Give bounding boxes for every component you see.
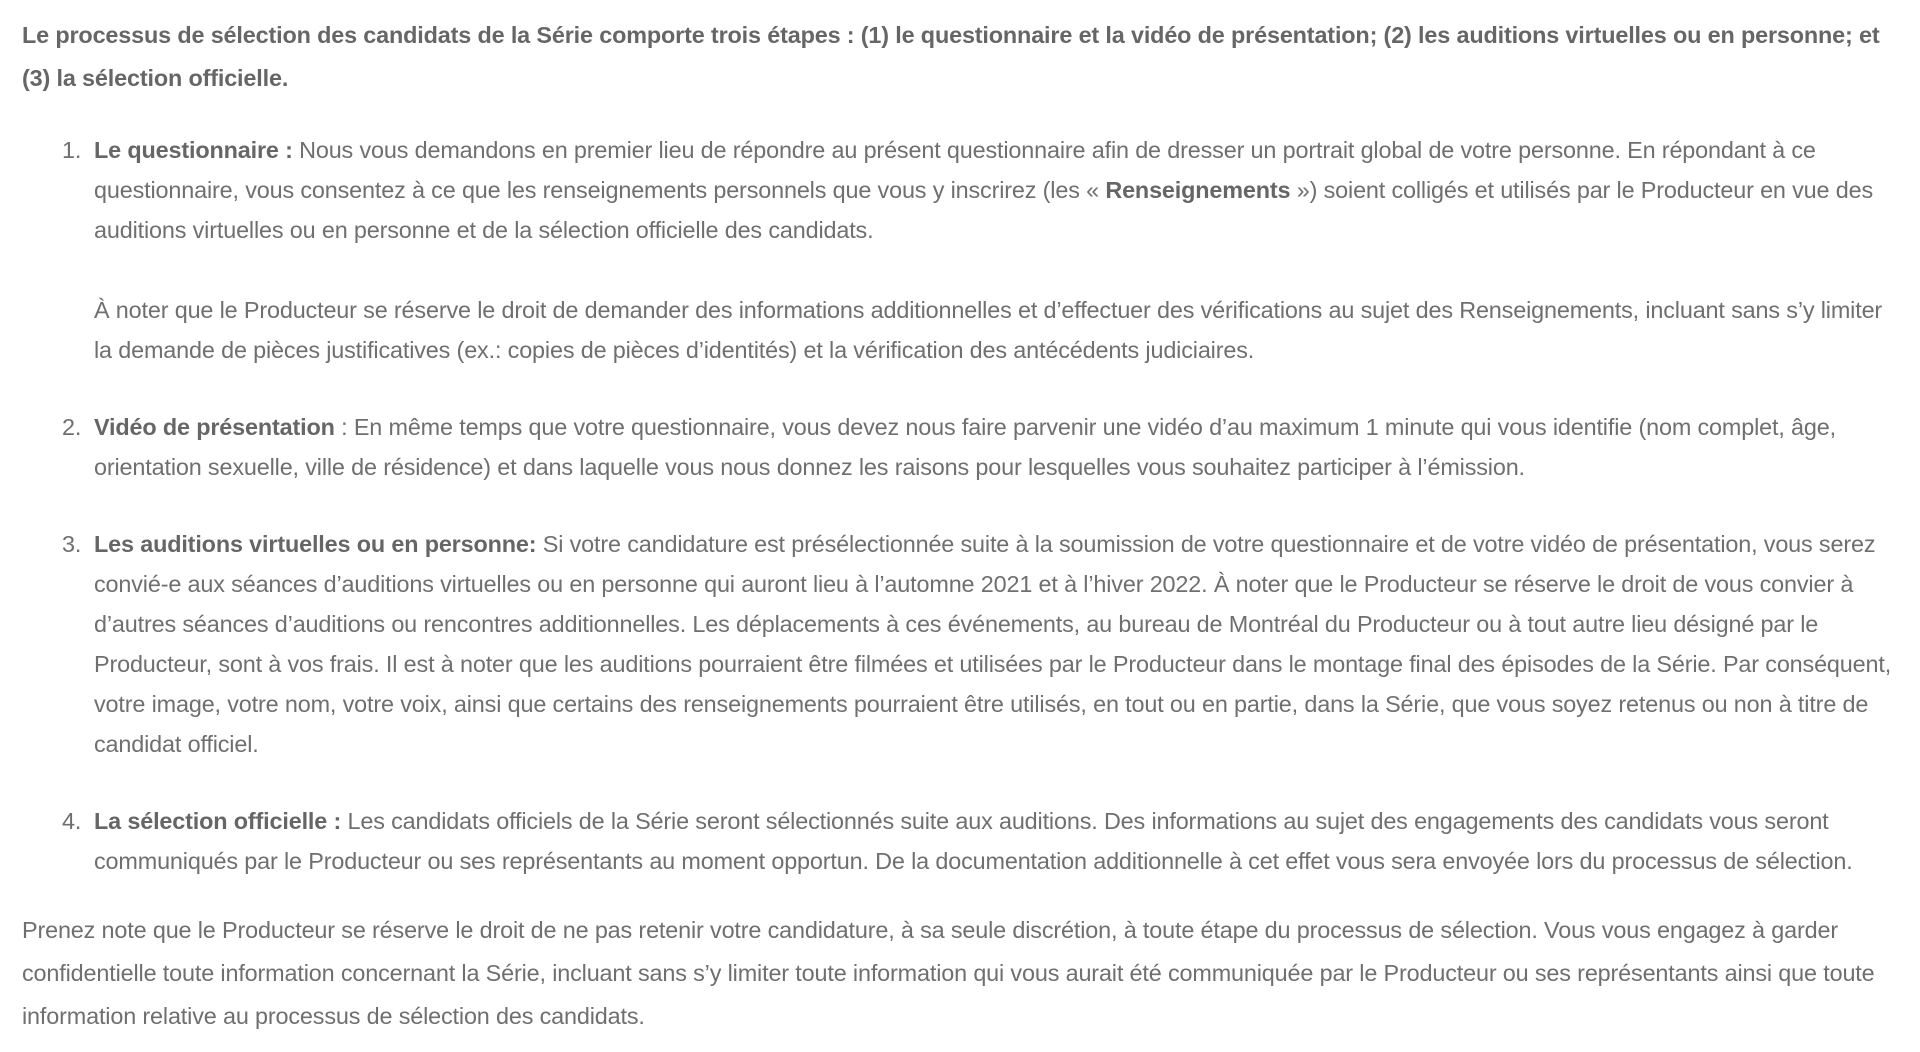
- step-number: 2.: [62, 414, 82, 440]
- step-title: La sélection officielle :: [94, 808, 342, 834]
- intro-paragraph: Le processus de sélection des candidats de la Série comporte trois étapes : (1) le questionnaire et la vidéo de présentation; (2) les auditions virtuelles ou en personne; et (3) la sélection officielle.: [22, 22, 1880, 91]
- step-title: Vidéo de présentation: [94, 414, 335, 440]
- step-video-presentation: [62, 407, 1898, 487]
- step-title: Les auditions virtuelles ou en personne:: [94, 531, 537, 557]
- defined-term: Renseignements: [1105, 177, 1291, 203]
- step-text-continued: ») soient colligés et utilisés par le Producteur en vue des auditions virtuelles ou en personne et de la sélection officielle des candidats.: [94, 177, 1874, 243]
- step-text: Si votre candidature est présélectionnée suite à la soumission de votre questionnaire et de votre vidéo de présentation, vous serez convié-e aux séances d’auditions virtuelles ou en personne qui auront lieu à l’automne 2021 et à l’hiver 2022. À noter que le Producteur se réserve le droit de vous convier à d’autres séances d’auditions ou rencontres additionnelles. Les déplacements à ces événements, au bureau de Montréal du Producteur ou à tout autre lieu désigné par le Producteur, sont à vos frais. Il est à noter que les auditions pourraient être filmées et utilisées par le Producteur dans le montage final des épisodes de la Série. Par conséquent, votre image, votre nom, votre voix, ainsi que certains des renseignements pourraient être utilisés, en tout ou en partie, dans la Série, que vous soyez retenus ou non à titre de candidat officiel.: [94, 531, 1892, 757]
- step-official-selection: [62, 801, 1898, 881]
- step-number: 3.: [62, 531, 82, 557]
- step-text: Nous vous demandons en premier lieu de répondre au présent questionnaire afin de dresser un portrait global de votre personne. En répondant à ce questionnaire, vous consentez à ce que les renseignements personnels que vous y inscrirez (les «: [94, 137, 1816, 203]
- step-number: 4.: [62, 808, 82, 834]
- step-text: Les candidats officiels de la Série seront sélectionnés suite aux auditions. Des informations au sujet des engagements des candidats vous seront communiqués par le Producteur ou ses représentants au moment opportun. De la documentation additionnelle à cet effet vous sera envoyée lors du processus de sélection.: [94, 808, 1853, 874]
- closing-paragraph: Prenez note que le Producteur se réserve le droit de ne pas retenir votre candidature, à sa seule discrétion, à toute étape du processus de sélection. Vous vous engagez à garder confidentielle toute information concernant la Série, incluant sans s’y limiter toute information qui vous aurait été communiquée par le Producteur ou ses représentants ainsi que toute information relative au processus de sélection des candidats.: [22, 917, 1875, 1029]
- step-note: À noter que le Producteur se réserve le droit de demander des informations additionnelles et d’effectuer des vérifications au sujet des Renseignements, incluant sans s’y limiter la demande de pièces justificatives (ex.: copies de pièces d’identités) et la vérification des antécédents judiciaires.: [94, 297, 1883, 363]
- step-questionnaire: [62, 130, 1898, 370]
- step-number: 1.: [62, 137, 82, 163]
- selection-steps-list: [22, 130, 1898, 881]
- step-title: Le questionnaire :: [94, 137, 293, 163]
- step-text: : En même temps que votre questionnaire, vous devez nous faire parvenir une vidéo d’au maximum 1 minute qui vous identifie (nom complet, âge, orientation sexuelle, ville de résidence) et dans laquelle vous nous donnez les raisons pour lesquelles vous souhaitez participer à l’émission.: [94, 414, 1836, 480]
- step-auditions: [62, 524, 1898, 764]
